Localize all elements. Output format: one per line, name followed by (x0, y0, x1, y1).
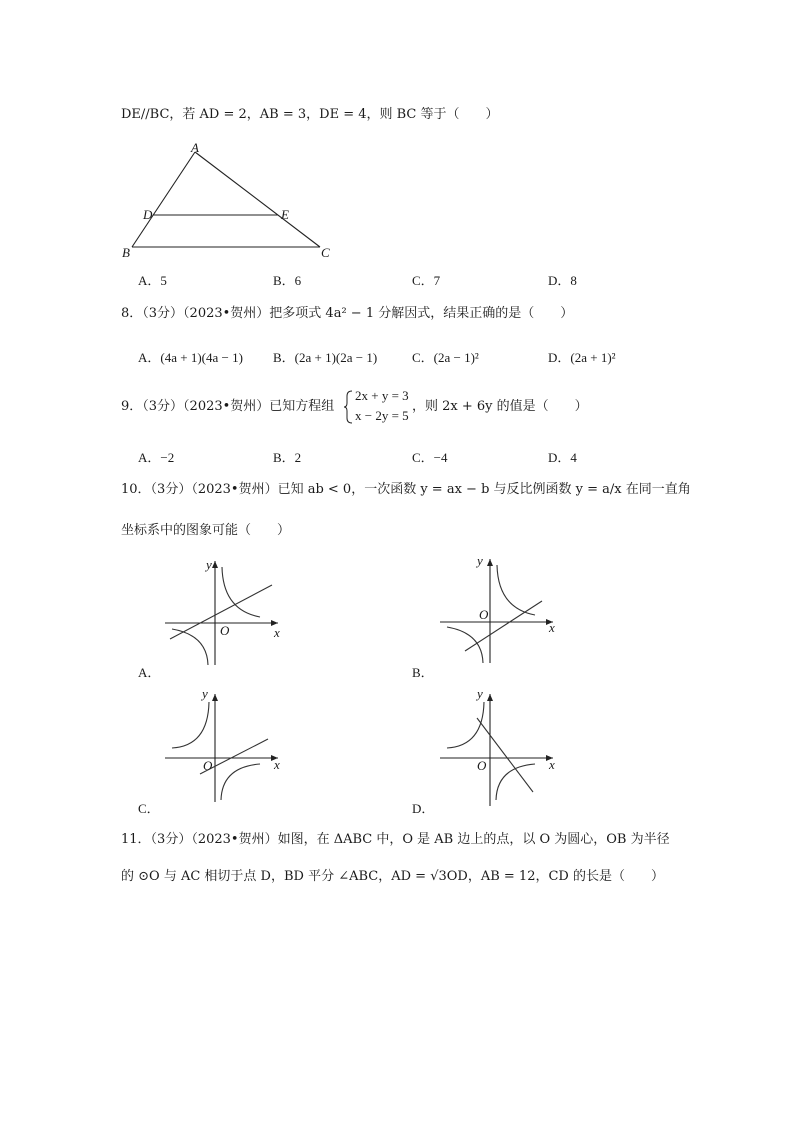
label-B: B (122, 245, 130, 260)
q10-stem-line1: 10．（3分）（2023•贺州）已知 ab < 0，一次函数 y = ax − b 与反比例函数 y = a/x 在同一直角 (121, 482, 691, 497)
q7-stem: DE//BC，若 AD = 2，AB = 3，DE = 4，则 BC 等于（ ） (121, 107, 499, 122)
label-A: A (191, 140, 199, 155)
q10-graph-d[interactable] (435, 688, 565, 808)
q9-option-d[interactable]: D．4 (548, 450, 577, 465)
label-C: C (321, 245, 330, 260)
graph-a-origin-label: O (220, 623, 230, 638)
q9-equation-1: 2x + y = 3 (355, 388, 409, 403)
q8-option-b[interactable]: B．(2a + 1)(2a − 1) (273, 350, 378, 365)
graph-b-x-label: x (549, 620, 555, 635)
graph-b-y-label: y (477, 553, 483, 568)
q9-system-brace (344, 390, 354, 424)
q10-option-b[interactable]: B． (412, 665, 434, 680)
q9-equation-2: x − 2y = 5 (355, 408, 409, 423)
label-D: D (143, 207, 153, 222)
q8-stem: 8．（3分）（2023•贺州）把多项式 4a² − 1 分解因式，结果正确的是（ ） (121, 306, 574, 321)
q8-option-c[interactable]: C．(2a − 1)² (412, 350, 479, 365)
graph-d-y-label: y (477, 686, 483, 701)
q11-stem-line2: 的 ⊙O 与 AC 相切于点 D，BD 平分 ∠ABC，AD = √3OD，AB = 12，CD 的长是（ ） (121, 869, 664, 884)
graph-c-y-label: y (202, 686, 208, 701)
q7-option-a[interactable]: A．5 (138, 273, 167, 288)
q7-option-c[interactable]: C．7 (412, 273, 441, 288)
q10-option-c[interactable]: C． (138, 801, 160, 816)
q8-option-a[interactable]: A．(4a + 1)(4a − 1) (138, 350, 243, 365)
q10-option-d[interactable]: D． (412, 801, 435, 816)
q10-graph-a[interactable] (160, 555, 290, 670)
graph-a-x-label: x (274, 625, 280, 640)
graph-d-origin-label: O (477, 758, 487, 773)
label-E: E (281, 207, 289, 222)
q10-stem-line2: 坐标系中的图象可能（ ） (121, 523, 291, 538)
q8-option-d[interactable]: D．(2a + 1)² (548, 350, 616, 365)
graph-c-origin-label: O (203, 758, 213, 773)
q9-stem-post: ，则 2x + 6y 的值是（ ） (412, 399, 588, 414)
q9-option-c[interactable]: C．−4 (412, 450, 448, 465)
q9-option-a[interactable]: A．−2 (138, 450, 175, 465)
graph-b-origin-label: O (479, 607, 489, 622)
q10-option-a[interactable]: A． (138, 665, 161, 680)
q7-triangle-figure (115, 140, 335, 270)
graph-d-x-label: x (549, 757, 555, 772)
graph-a-y-label: y (206, 557, 212, 572)
q9-option-b[interactable]: B．2 (273, 450, 302, 465)
q9-stem-pre: 9．（3分）（2023•贺州）已知方程组 (121, 399, 335, 414)
q7-option-d[interactable]: D．8 (548, 273, 577, 288)
q11-stem-line1: 11．（3分）（2023•贺州）如图，在 ΔABC 中，O 是 AB 边上的点，以 O 为圆心，OB 为半径 (121, 832, 670, 847)
q10-graph-b[interactable] (435, 553, 565, 668)
q7-option-b[interactable]: B．6 (273, 273, 302, 288)
q10-graph-c[interactable] (160, 688, 290, 808)
graph-c-x-label: x (274, 757, 280, 772)
